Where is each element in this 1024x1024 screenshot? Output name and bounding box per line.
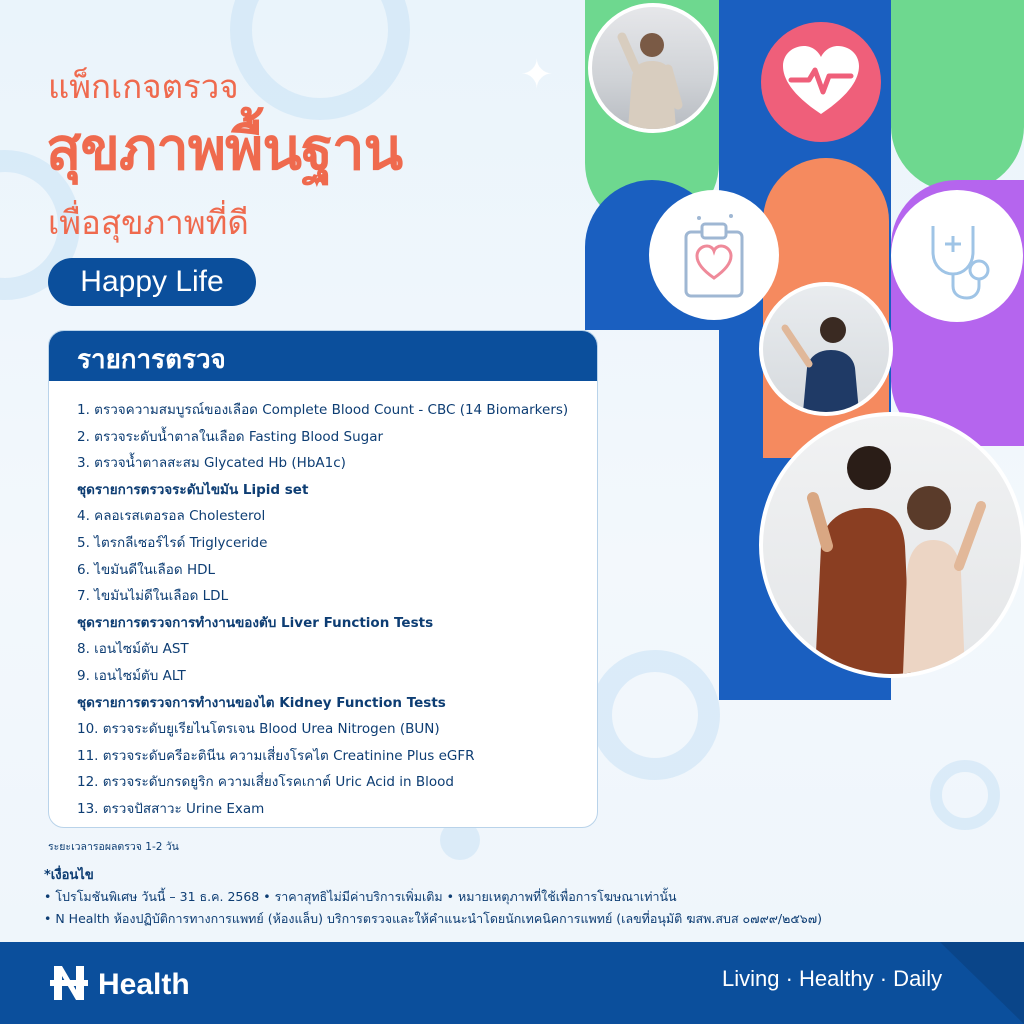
woman-stretching-photo xyxy=(588,3,718,133)
test-list-item: 1. ตรวจความสมบูรณ์ของเลือด Complete Blood Count - CBC (14 Biomarkers) xyxy=(77,402,569,418)
headline-main: สุขภาพพื้นฐาน xyxy=(46,115,403,183)
test-list-item: 13. ตรวจปัสสาวะ Urine Exam xyxy=(77,800,265,817)
stethoscope-circle xyxy=(891,190,1023,322)
heart-circle xyxy=(761,22,881,142)
headline-sub: เพื่อสุขภาพที่ดี xyxy=(48,203,249,242)
test-list-item: 9. เอนไซม์ตับ ALT xyxy=(77,667,186,684)
test-list-title: รายการตรวจ xyxy=(49,331,597,381)
test-list-item: 6. ไขมันดีในเลือด HDL xyxy=(77,561,216,578)
background-ring xyxy=(930,760,1000,830)
turnaround-note: ระยะเวลารอผลตรวจ 1-2 วัน xyxy=(48,841,179,853)
sparkle-icon: ✦ xyxy=(520,52,554,98)
tagline: Living · Healthy · Daily xyxy=(722,966,943,991)
test-list xyxy=(49,381,597,823)
condition-line: • N Health ห้องปฏิบัติการทางการแพทย์ (ห้องแล็บ) บริการตรวจและให้คำแนะนำโดยนักเทคนิคการแพทย์ (เลขที่อนุมัติ ฆสพ.สบส ๐๗๙๙/๒๕๖๗) xyxy=(44,911,823,926)
brand-name: Health xyxy=(98,968,190,1001)
heart-pulse-icon xyxy=(761,22,881,142)
test-list-card xyxy=(48,330,598,828)
test-list-item: 7. ไขมันไม่ดีในเลือด LDL xyxy=(77,588,229,605)
couple-ok-sign-photo xyxy=(759,412,1024,678)
conditions-title: *เงื่อนไข xyxy=(44,868,94,883)
test-list-item: 11. ตรวจระดับครีอะตินีน ความเสี่ยงโรคไต Creatinine Plus eGFR xyxy=(77,747,475,764)
test-list-item: 12. ตรวจระดับกรดยูริก ความเสี่ยงโรคเกาต์ Uric Acid in Blood xyxy=(77,774,454,791)
green-pillar xyxy=(891,0,1024,192)
test-section-heading: ชุดรายการตรวจการทำงานของตับ Liver Function Tests xyxy=(77,614,434,631)
test-list-item: 8. เอนไซม์ตับ AST xyxy=(77,641,189,658)
test-list-item: 4. คลอเรสเตอรอล Cholesterol xyxy=(77,508,266,525)
test-list-item: 5. ไตรกลีเซอร์ไรด์ Triglyceride xyxy=(77,534,268,551)
hero-collage xyxy=(585,0,1024,700)
test-list-item: 3. ตรวจน้ำตาลสะสม Glycated Hb (HbA1c) xyxy=(77,455,346,472)
man-pointing-photo xyxy=(759,282,893,416)
footer-corner xyxy=(940,942,1024,1024)
test-section-heading: ชุดรายการตรวจระดับไขมัน Lipid set xyxy=(77,481,309,498)
test-section-heading: ชุดรายการตรวจการทำงานของไต Kidney Function Tests xyxy=(77,694,446,711)
stethoscope-icon xyxy=(891,190,1023,322)
clipboard-heart-icon xyxy=(649,190,779,320)
headline-pre: แพ็กเกจตรวจ xyxy=(48,67,239,106)
condition-line: • โปรโมชันพิเศษ วันนี้ – 31 ธ.ค. 2568 • ราคาสุทธิไม่มีค่าบริการเพิ่มเติม • หมายเหตุภาพที่ใช้เพื่อการโฆษณาเท่านั้น xyxy=(44,889,677,904)
n-health-logo-icon xyxy=(50,964,88,1002)
test-list-item: 2. ตรวจระดับน้ำตาลในเลือด Fasting Blood Sugar xyxy=(77,428,384,445)
test-list-item: 10. ตรวจระดับยูเรียไนโตรเจน Blood Urea Nitrogen (BUN) xyxy=(77,721,440,738)
clipboard-circle xyxy=(649,190,779,320)
package-badge: Happy Life xyxy=(48,258,256,306)
